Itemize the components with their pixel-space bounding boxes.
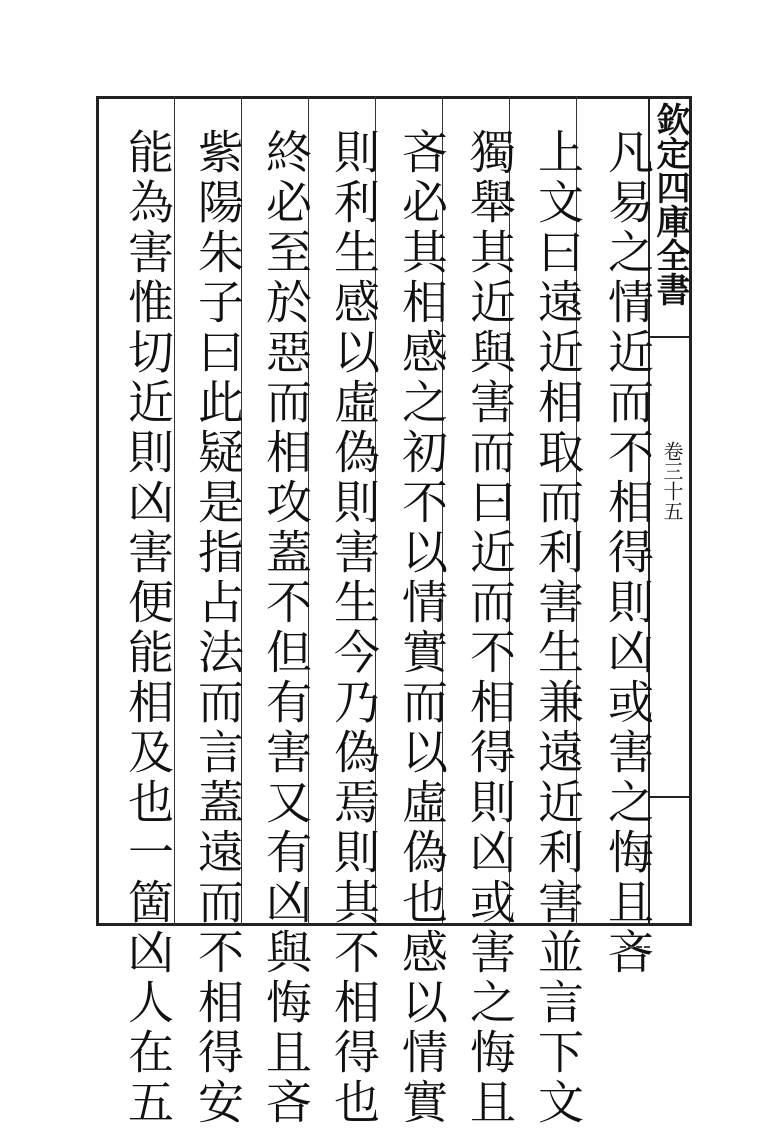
frame-border-top <box>96 96 692 99</box>
text-column-6: 終必至於惡而相攻蓋不但有害又有凶與悔且吝 <box>259 128 313 1128</box>
frame-border-left <box>96 96 99 926</box>
text-column-3: 獨舉其近與害而曰近而不相得則凶或害之悔且 <box>463 128 517 1128</box>
text-column-2: 上文曰遠近相取而利害生兼遠近利害並言下文 <box>531 128 585 1128</box>
text-column-4: 吝必其相感之初不以情實而以虛偽也感以情實 <box>395 128 449 1128</box>
text-column-8: 能為害惟切近則凶害便能相及也一箇凶人在五 <box>121 128 175 1128</box>
edge-mark <box>620 946 650 954</box>
text-column-5: 則利生感以虛偽則害生今乃偽焉則其不相得也 <box>327 128 381 1128</box>
volume-number: 卷三十五 <box>660 441 684 521</box>
book-title: 欽定四庫全書 <box>650 102 690 306</box>
text-column-7: 紫陽朱子曰此疑是指占法而言蓋遠而不相得安 <box>191 128 245 1128</box>
text-column-1: 凡易之情近而不相得則凶或害之悔且吝 <box>601 128 655 978</box>
